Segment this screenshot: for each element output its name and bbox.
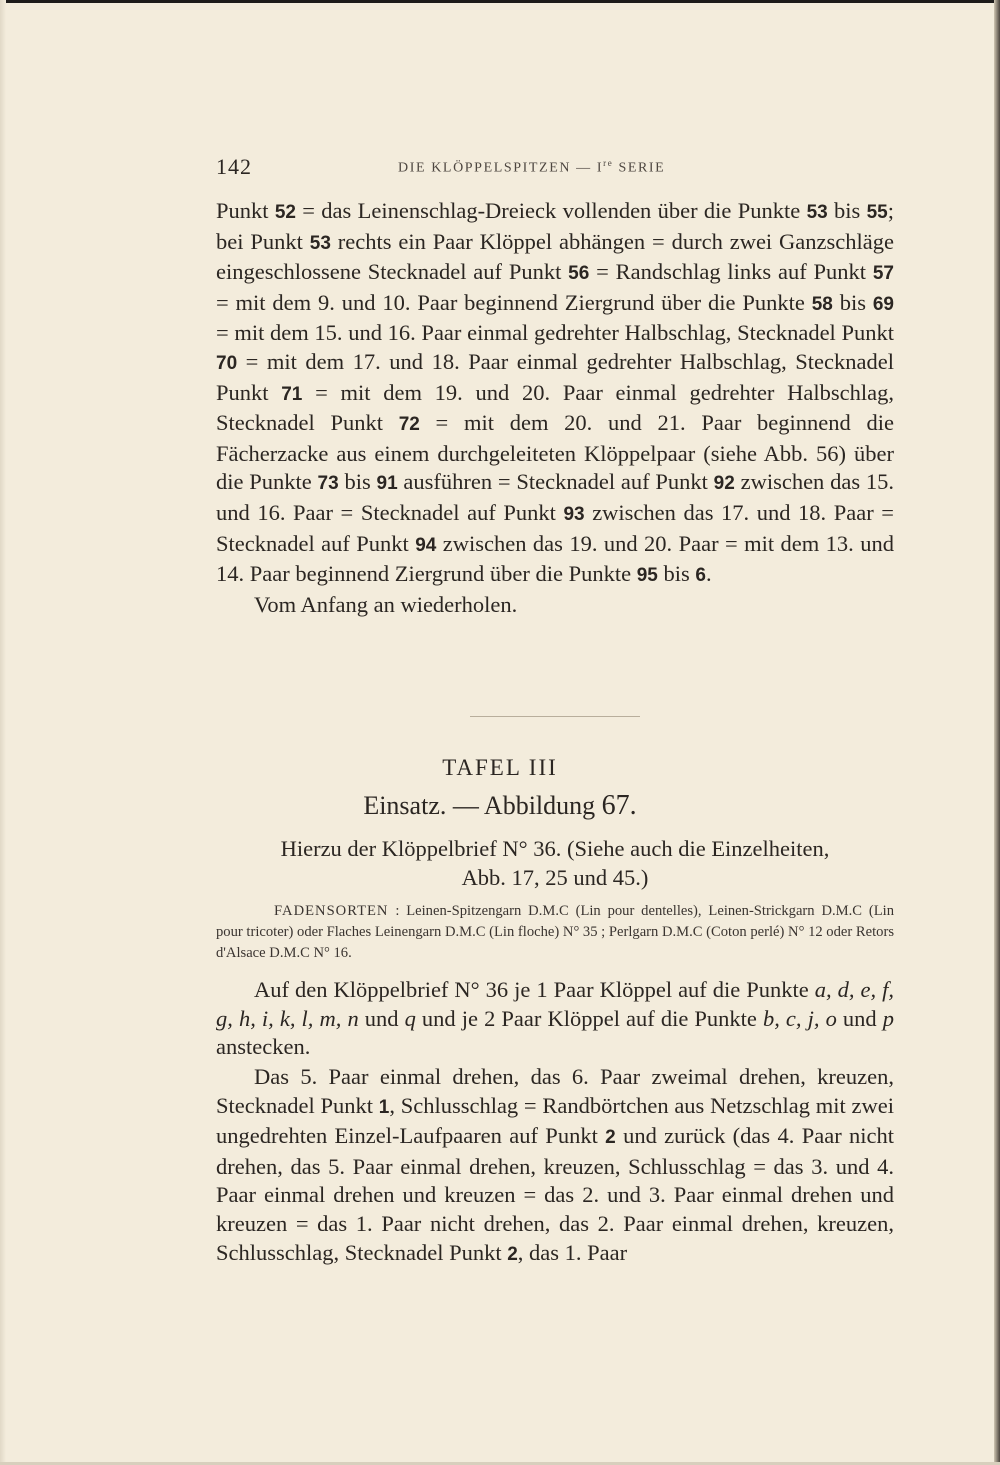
running-title-main: DIE KLÖPPELSPITZEN — I — [398, 160, 604, 176]
section-divider — [470, 716, 640, 717]
point-number: 94 — [415, 534, 437, 556]
point-number: 2 — [507, 1243, 518, 1265]
point-number: 91 — [376, 473, 398, 495]
point-number: 1 — [378, 1096, 390, 1118]
point-number: 56 — [568, 263, 590, 285]
point-number: 53 — [806, 202, 828, 223]
point-number: 70 — [216, 352, 238, 374]
point-number: 71 — [281, 383, 303, 405]
reference-note: Hierzu der Klöppelbrief N° 36. (Siehe auch die Einzelheiten, Abb. 17, 25 und 45.) — [280, 836, 830, 890]
materials-label: FADENSORTEN — [274, 903, 389, 919]
paragraph-repeat: Vom Anfang an wiederholen. — [254, 591, 518, 617]
point-number: 2 — [605, 1127, 616, 1149]
paragraph-working-steps: Das 5. Paar einmal drehen, das 6. Paar zweimal drehen, kreuzen, Stecknadel Punkt 1, Schlusschlag = Randbörtchen aus Netzschlag mit zwei ungedrehten Einzel-Laufpaaren auf Punkt 2 und zurück (das 4. Paar nicht drehen, das 5. Paar einmal drehen, kreuzen, Schlusschlag = das 3. und 4. Paar einmal drehen und kreuzen = das 2. und 3. Paar einmal drehen und kreuzen = das 1. Paar nicht drehen, das 2. Paar einmal drehen, kreuzen, Schlusschlag, Stecknadel Punkt 2, das 1. Paar — [216, 1064, 894, 1265]
point-number: 69 — [872, 293, 894, 315]
point-number: 73 — [317, 473, 339, 495]
point-number: 93 — [563, 503, 585, 525]
running-title — [398, 158, 665, 177]
point-number: 57 — [872, 263, 894, 285]
point-number: 55 — [866, 202, 888, 223]
page-number: 142 — [216, 154, 252, 179]
paragraph-punkt-instructions: Punkt 52 = das Leinenschlag-Dreieck vollenden über die Punkte 53 bis 55; bei Punkt 53 rechts ein Paar Klöppel abhängen = durch zwei Ganzschläge eingeschlossene Stecknadel auf Punkt 56 = Randschlag links auf Punkt 57 = mit dem 9. und 10. Paar beginnend Ziergrund über die Punkte 58 bis 69 = mit dem 15. und 16. Paar einmal gedrehter Halbschlag, Stecknadel Punkt 70 = mit dem 17. und 18. Paar einmal gedrehter Halbschlag, Stecknadel Punkt 71 = mit dem 19. und 20. Paar einmal gedrehter Halbschlag, Stecknadel Punkt 72 = mit dem 20. und 21. Paar beginnend die Fächerzacke aus einem durchgeleiteten Klöppelpaar (siehe Abb. 56) über die Punkte 73 bis 91 ausführen = Stecknadel auf Punkt 92 zwischen das 15. und 16. Paar = Stecknadel auf Punkt 93 zwischen das 17. und 18. Paar = Stecknadel auf Punkt 94 zwischen das 19. und 20. Paar = mit dem 13. und 14. Paar beginnend Ziergrund über die Punkte 95 bis 6. Vom Anfang an wiederholen. — [216, 198, 895, 617]
plate-title: TAFEL III — [442, 755, 558, 780]
running-head — [216, 152, 896, 180]
point-number: 6 — [695, 565, 706, 587]
page-edge-top — [0, 0, 1000, 3]
point-number: 95 — [636, 565, 658, 587]
page-edge-left — [0, 0, 6, 1465]
paragraph-pins-setup: Auf den Klöppelbrief N° 36 je 1 Paar Klöppel auf die Punkte a, d, e, f, g, h, i, k, l, m, n und q und je 2 Paar Klöppel auf die Punkte b, c, j, o und p anstecken. — [216, 977, 894, 1060]
section-heading: Einsatz. — Abbildung 67. — [363, 790, 637, 821]
point-number: 72 — [398, 414, 420, 436]
page-edge-right — [994, 0, 1000, 1465]
point-number: 58 — [811, 293, 833, 315]
running-title-sup: re — [603, 158, 614, 168]
point-number: 92 — [713, 473, 735, 495]
point-number: 52 — [274, 202, 296, 223]
running-title-tail: SERIE — [613, 160, 666, 176]
thread-materials: FADENSORTEN : Leinen-Spitzengarn D.M.C (Lin pour dentelles), Leinen-Strickgarn D.M.C (Lin pour tricoter) oder Flaches Leinengarn D.M.C (Lin floche) N° 35 ; Perlgarn D.M.C (Coton perlé) N° 12 oder Retors d'Alsace D.M.C N° 16. — [216, 903, 894, 961]
point-number: 53 — [309, 232, 331, 254]
